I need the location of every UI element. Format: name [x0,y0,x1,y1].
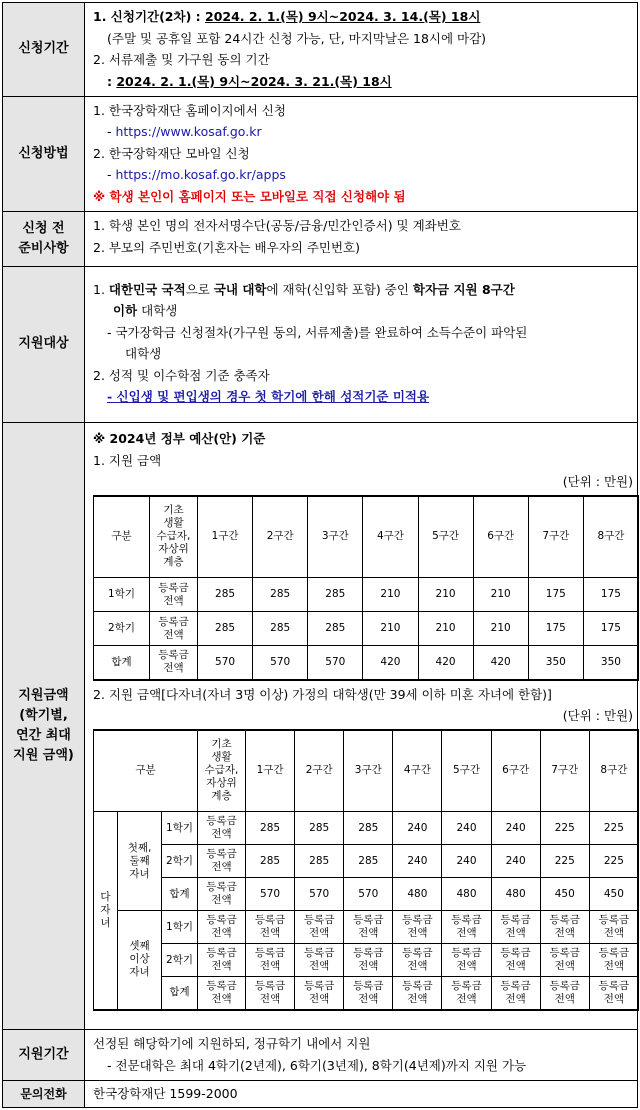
table1-value-cell: 210 [473,578,528,612]
table1-value-cell: 285 [308,578,363,612]
table1-value-cell: 285 [253,578,308,612]
table2-value-cell: 450 [540,878,589,911]
table1-value-cell: 285 [198,612,253,646]
amount-row [3,423,638,1030]
table1-value-cell: 285 [308,612,363,646]
term-line2: - 전문대학은 최대 4학기(2년제), 6학기(3년제), 8학기(4년제)까지 지원 가능 [107,1057,527,1073]
table2-col-group: 구분 [94,730,198,812]
table1-value-cell: 350 [528,646,583,680]
period-line1: 1. 신청기간(2차) : 2024. 2. 1.(목) 9시~2024. 3. 14.(목) 18시 [93,9,481,24]
table2-tier-header: 1구간 [246,730,295,812]
table2-row [94,977,639,1010]
table1-value-cell: 175 [528,612,583,646]
table2-value-cell: 450 [589,878,638,911]
table2-full-tuition-cell: 등록금 전액 [491,911,540,944]
prep-line2: 2. 부모의 주민번호(기혼자는 배우자의 주민번호) [93,239,360,255]
table2-value-cell: 285 [295,845,344,878]
table1-row [94,612,639,646]
prep-header: 신청 전 준비사항 [3,212,85,266]
method-header: 신청방법 [3,96,85,211]
table2-full-tuition-cell: 등록금 전액 [295,911,344,944]
table2-full-tuition-cell: 등록금 전액 [491,977,540,1010]
table1-tier-header: 8구간 [583,496,638,578]
target-line4: - 신입생 및 편입생의 경우 첫 학기에 한해 성적기준 미적용 [107,389,430,405]
table2-value-cell: 570 [344,878,393,911]
table1-value-cell: 210 [473,612,528,646]
support-amount-table-2 [93,729,639,1011]
table2-value-cell: 225 [540,845,589,878]
kosaf-homepage-link[interactable]: https://www.kosaf.go.kr [115,124,262,140]
table2-value-cell: 570 [246,878,295,911]
table2-value-cell: 240 [491,845,540,878]
method-line3: 2. 한국장학재단 모바일 신청 [93,145,250,161]
table1-basic-cell: 등록금 전액 [150,646,198,680]
contact-row [3,1080,638,1107]
table2-value-cell: 240 [393,845,442,878]
period-line3: 2. 서류제출 및 가구원 동의 기간 [93,52,270,67]
table1-value-cell: 175 [528,578,583,612]
table2-tier-header: 3구간 [344,730,393,812]
period-row [3,3,638,97]
table1-basic-cell: 등록금 전액 [150,612,198,646]
target-content: 1. 대한민국 국적으로 국내 대학에 재학(신입학 포함) 중인 학자금 지원 8구간 이하 대학생 - 국가장학금 신청절차(가구원 동의, 서류제출)를 완료하여 소득수준이 파악된 대학생 2. 성적 및 이수학점 기준 충족자 - 신입생 및 편입생의 경우 첫 학기에 한해 성적기준 미적용 [85,266,638,422]
period-content [85,3,638,97]
table2-full-tuition-cell: 등록금 전액 [295,944,344,977]
table1-col-basic: 기초 생활 수급자, 자상위 계층 [150,496,198,578]
table2-full-tuition-cell: 등록금 전액 [491,944,540,977]
table2-tier-header: 8구간 [589,730,638,812]
table1-value-cell: 570 [253,646,308,680]
table2-value-cell: 240 [442,812,491,845]
table2-basic-cell: 등록금 전액 [198,845,246,878]
table1-row [94,646,639,680]
table2-basic-cell: 등록금 전액 [198,812,246,845]
table1-value-cell: 210 [363,612,418,646]
table2-value-cell: 570 [295,878,344,911]
table2-col-basic: 기초 생활 수급자, 자상위 계층 [198,730,246,812]
table2-full-tuition-cell: 등록금 전액 [246,944,295,977]
table1-value-cell: 210 [418,612,473,646]
period-line4: : 2024. 2. 1.(목) 9시~2024. 3. 21.(목) 18시 [107,73,392,89]
method-line4: - https://mo.kosaf.go.kr/apps [107,167,286,183]
table2-full-tuition-cell: 등록금 전액 [589,911,638,944]
table2-full-tuition-cell: 등록금 전액 [198,944,246,977]
method-line2: - https://www.kosaf.go.kr [107,124,262,140]
table2-full-tuition-cell: 등록금 전액 [442,911,491,944]
table2-row [94,944,639,977]
support-amount-table-1 [93,495,639,681]
target-line3: 2. 성적 및 이수학점 기준 충족자 [93,367,270,383]
contact-content [85,1080,638,1107]
table2-full-tuition-cell: 등록금 전액 [295,977,344,1010]
amount-header: 지원금액 (학기별, 연간 최대 지원 금액) [3,423,85,1030]
table1-value-cell: 420 [418,646,473,680]
period-header: 신청기간 [3,3,85,97]
table2-header-row [94,730,639,812]
kosaf-mobile-link[interactable]: https://mo.kosaf.go.kr/apps [115,167,286,183]
table2-group1-label: 첫째, 둘째 자녀 [118,812,162,911]
table2-value-cell: 240 [393,812,442,845]
table1-tier-header: 4구간 [363,496,418,578]
table2-full-tuition-cell: 등록금 전액 [393,944,442,977]
table2-full-tuition-cell: 등록금 전액 [344,944,393,977]
target-line1: 1. 대한민국 국적으로 국내 대학에 재학(신입학 포함) 중인 학자금 지원 8구간 [93,281,515,297]
table2-tier-header: 4구간 [393,730,442,812]
table2-row-label: 2학기 [162,845,198,878]
table1-tier-header: 1구간 [198,496,253,578]
term-line1: 선정된 해당학기에 지원하되, 정규학기 내에서 지원 [93,1036,371,1052]
table1-value-cell: 175 [583,578,638,612]
table1-tier-header: 7구간 [528,496,583,578]
target-line2: - 국가장학금 신청절차(가구원 동의, 서류제출)를 완료하여 소득수준이 파악된 [107,324,528,340]
table1-row-label: 2학기 [94,612,150,646]
amount-sub1: 1. 지원 금액 [93,452,162,468]
info-table [2,2,638,1108]
table2-tier-header: 6구간 [491,730,540,812]
table2-group2-label: 셋째 이상 자녀 [118,911,162,1010]
budget-note: ※ 2024년 정부 예산(안) 기준 [93,431,266,447]
amount-sub2: 2. 지원 금액[다자녀(자녀 3명 이상) 가정의 대학생(만 39세 이하 미혼 자녀에 한함)] [93,686,552,702]
table2-row-label: 1학기 [162,911,198,944]
table2-value-cell: 285 [295,812,344,845]
application-date-range: 2024. 2. 1.(목) 9시~2024. 3. 14.(목) 18시 [205,9,481,24]
table1-tier-header: 2구간 [253,496,308,578]
table1-tier-header: 6구간 [473,496,528,578]
table2-full-tuition-cell: 등록금 전액 [344,911,393,944]
table2-full-tuition-cell: 등록금 전액 [393,911,442,944]
table2-full-tuition-cell: 등록금 전액 [246,977,295,1010]
table2-value-cell: 480 [442,878,491,911]
table2-full-tuition-cell: 등록금 전액 [589,944,638,977]
table1-value-cell: 285 [198,578,253,612]
table2-full-tuition-cell: 등록금 전액 [589,977,638,1010]
amount-content [85,423,638,1030]
table2-full-tuition-cell: 등록금 전액 [246,911,295,944]
table1-value-cell: 570 [308,646,363,680]
target-header: 지원대상 [3,266,85,422]
table2-value-cell: 285 [344,845,393,878]
term-row [3,1030,638,1080]
table2-value-cell: 480 [393,878,442,911]
table2-row [94,845,639,878]
table1-tier-header: 5구간 [418,496,473,578]
table2-value-cell: 285 [246,812,295,845]
table2-row-label: 합계 [162,977,198,1010]
table2-full-tuition-cell: 등록금 전액 [540,944,589,977]
table2-full-tuition-cell: 등록금 전액 [198,911,246,944]
table2-value-cell: 225 [540,812,589,845]
table2-value-cell: 285 [344,812,393,845]
table1-basic-cell: 등록금 전액 [150,578,198,612]
target-row [3,266,638,422]
method-warning: ※ 학생 본인이 홈페이지 또는 모바일로 직접 신청해야 됨 [93,188,406,204]
table2-full-tuition-cell: 등록금 전액 [442,977,491,1010]
prep-line1: 1. 학생 본인 명의 전자서명수단(공동/금융/민간인증서) 및 계좌번호 [93,218,461,234]
unit-label-1: (단위 : 만원) [562,474,633,490]
table2-row [94,911,639,944]
table2-tier-header: 5구간 [442,730,491,812]
table2-full-tuition-cell: 등록금 전액 [540,911,589,944]
table1-value-cell: 420 [363,646,418,680]
table2-tier-header: 2구간 [295,730,344,812]
table1-col-group: 구분 [94,496,150,578]
prep-row [3,212,638,266]
table2-full-tuition-cell: 등록금 전액 [442,944,491,977]
table1-row-label: 1학기 [94,578,150,612]
table2-row-label: 2학기 [162,944,198,977]
table2-value-cell: 480 [491,878,540,911]
table1-header-row [94,496,639,578]
contact-value: 한국장학재단 1599-2000 [93,1086,238,1102]
table2-full-tuition-cell: 등록금 전액 [540,977,589,1010]
prep-content [85,212,638,266]
method-line1: 1. 한국장학재단 홈페이지에서 신청 [93,102,286,118]
table1-value-cell: 210 [363,578,418,612]
table2-value-cell: 225 [589,812,638,845]
table2-full-tuition-cell: 등록금 전액 [393,977,442,1010]
table1-value-cell: 285 [253,612,308,646]
table1-tier-header: 3구간 [308,496,363,578]
table1-value-cell: 570 [198,646,253,680]
contact-header: 문의전화 [3,1080,85,1107]
table2-value-cell: 285 [246,845,295,878]
table1-value-cell: 420 [473,646,528,680]
table2-row [94,878,639,911]
table1-value-cell: 350 [583,646,638,680]
table1-value-cell: 210 [418,578,473,612]
term-content [85,1030,638,1080]
table2-full-tuition-cell: 등록금 전액 [344,977,393,1010]
table2-outer-label: 다 자 녀 [94,812,118,1010]
table2-value-cell: 240 [491,812,540,845]
table1-row [94,578,639,612]
unit-label-2: (단위 : 만원) [562,708,633,724]
period-line2: (주말 및 공휴일 포함 24시간 신청 가능, 단, 마지막날은 18시에 마감) [107,30,487,46]
table1-row-label: 합계 [94,646,150,680]
table2-tier-header: 7구간 [540,730,589,812]
document-date-range: 2024. 2. 1.(목) 9시~2024. 3. 21.(목) 18시 [116,73,392,89]
table1-value-cell: 175 [583,612,638,646]
table2-row [94,812,639,845]
table2-basic-cell: 등록금 전액 [198,878,246,911]
table2-value-cell: 225 [589,845,638,878]
term-header: 지원기간 [3,1030,85,1080]
method-content [85,96,638,211]
table2-row-label: 합계 [162,878,198,911]
table2-value-cell: 240 [442,845,491,878]
table2-row-label: 1학기 [162,812,198,845]
method-row [3,96,638,211]
table2-full-tuition-cell: 등록금 전액 [198,977,246,1010]
